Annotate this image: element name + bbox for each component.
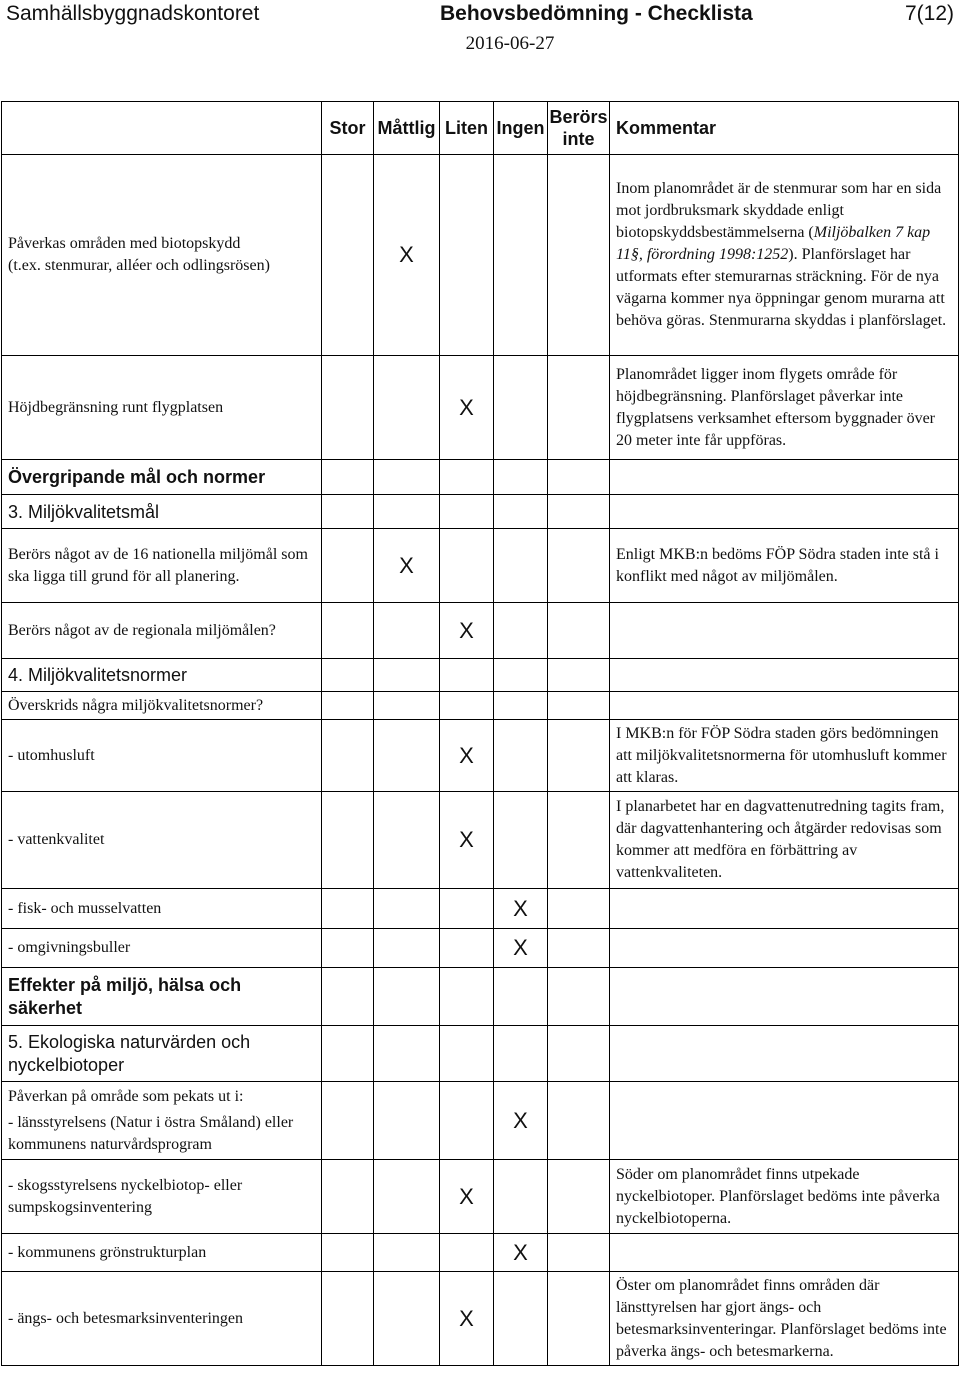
col-ingen: Ingen (494, 102, 548, 155)
section-heading: 3. Miljökvalitetsmål (2, 495, 322, 529)
row-comment: Inom planområdet är de stenmurar som har en sida mot jordbruksmark skyddade enligt biotopskyddsbestämmelserna (Miljöbalken 7 kap 11§, förordning 1998:1252). Planförslaget har utformats efter stemurarnas sträckning. För de nya vägarna kommer nya öppningar genom murarna att behöva göras. Stenmurarna skyddas i planförslaget. (610, 155, 959, 356)
row-label: - fisk- och musselvatten (2, 889, 322, 929)
mark-x: X (440, 720, 494, 792)
page-header (0, 0, 960, 62)
mark-x: X (440, 1160, 494, 1234)
row-label-line: - länsstyrelsens (Natur i östra Småland) eller kommunens naturvårdsprogram (8, 1113, 294, 1153)
col-stor: Stor (322, 102, 374, 155)
mark-x: X (494, 1082, 548, 1160)
row-comment: I planarbetet har en dagvattenutredning tagits fram, där dagvattenhantering och åtgärder redovisas som kommer att medföra en förbättring av vattenkvaliteten. (610, 792, 959, 889)
document-date: 2016-06-27 (465, 33, 555, 54)
table-row (2, 603, 959, 659)
mark-x: X (440, 603, 494, 659)
row-label: - ängs- och betesmarksinventeringen (2, 1272, 322, 1366)
table-row (2, 889, 959, 929)
document-title: Behovsbedömning - Checklista (440, 2, 753, 25)
row-label: - utomhusluft (2, 720, 322, 792)
row-label: Berörs något av de regionala miljömålen? (2, 603, 322, 659)
table-row (2, 1082, 959, 1160)
page-number: 7(12) (904, 2, 954, 25)
mark-x: X (494, 929, 548, 968)
mark-x: X (440, 356, 494, 460)
table-row (2, 720, 959, 792)
section-heading: 4. Miljökvalitetsnormer (2, 659, 322, 692)
section-heading: Effekter på miljö, hälsa och säkerhet (2, 968, 322, 1026)
row-label: Höjdbegränsning runt flygplatsen (2, 356, 322, 460)
table-row (2, 929, 959, 968)
checklist-table (1, 101, 959, 1366)
section-heading: Övergripande mål och normer (2, 460, 322, 495)
mark-x: X (440, 792, 494, 889)
row-label-line: (t.ex. stenmurar, alléer och odlingsrösen) (8, 257, 270, 274)
row-label-line: Påverkan på område som pekats ut i: (8, 1087, 244, 1105)
mark-x: X (374, 529, 440, 603)
row-label: - omgivningsbuller (2, 929, 322, 968)
row-label: Berörs något av de 16 nationella miljömål som ska ligga till grund för all planering. (2, 529, 322, 603)
mark-x: X (440, 1272, 494, 1366)
table-row (2, 1026, 959, 1082)
col-berors-inte: Berörs inte (548, 102, 610, 155)
table-row (2, 1234, 959, 1272)
row-label-line: Påverkas områden med biotopskydd (8, 235, 241, 252)
table-row (2, 460, 959, 495)
row-label: - vattenkvalitet (2, 792, 322, 889)
table-row (2, 1160, 959, 1234)
table-row (2, 155, 959, 356)
col-kommentar: Kommentar (610, 102, 959, 155)
table-header-row (2, 102, 959, 155)
row-comment: Enligt MKB:n bedöms FÖP Södra staden inte stå i konflikt med något av miljömålen. (610, 529, 959, 603)
table-row (2, 792, 959, 889)
table-row (2, 495, 959, 529)
row-label (2, 155, 322, 356)
table-row (2, 529, 959, 603)
label-column-header (2, 102, 322, 155)
mark-x: X (374, 155, 440, 356)
table-row (2, 659, 959, 692)
table-row (2, 968, 959, 1026)
col-liten: Liten (440, 102, 494, 155)
mark-x: X (494, 889, 548, 929)
row-comment: I MKB:n för FÖP Södra staden görs bedömningen att miljökvalitetsnormerna för utomhusluft kommer att klaras. (610, 720, 959, 792)
row-label: - skogsstyrelsens nyckelbiotop- eller sumpskogsinventering (2, 1160, 322, 1234)
table-row (2, 692, 959, 720)
section-heading: 5. Ekologiska naturvärden och nyckelbiotoper (2, 1026, 322, 1082)
row-comment: Öster om planområdet finns områden där länsttyrelsen har gjort ängs- och betesmarksinventeringar. Planförslaget bedöms inte påverka ängs- och betesmarkerna. (610, 1272, 959, 1366)
table-row (2, 1272, 959, 1366)
row-label: - kommunens grönstrukturplan (2, 1234, 322, 1272)
row-comment: Söder om planområdet finns utpekade nyckelbiotoper. Planförslaget bedöms inte påverka nyckelbiotoperna. (610, 1160, 959, 1234)
row-comment: Planområdet ligger inom flygets område för höjdbegränsning. Planförslaget påverkar inte flygplatsens verksamhet eftersom byggnader över 20 meter inte får uppföras. (610, 356, 959, 460)
mark-x: X (494, 1234, 548, 1272)
row-label: Överskrids några miljökvalitetsnormer? (2, 692, 322, 720)
office-name: Samhällsbyggnadskontoret (6, 2, 260, 25)
table-row (2, 356, 959, 460)
col-mattlig: Måttlig (374, 102, 440, 155)
row-label (2, 1082, 322, 1160)
